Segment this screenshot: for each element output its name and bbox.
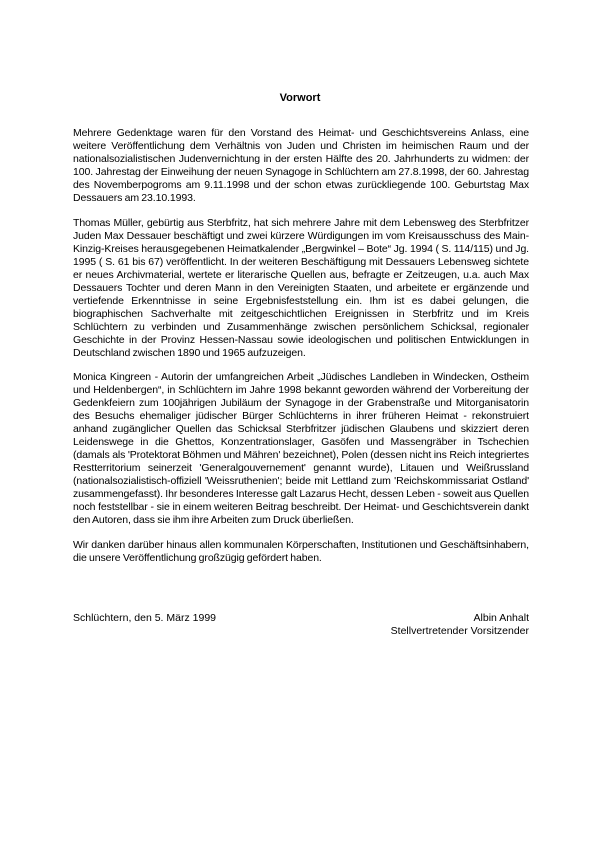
signature	[391, 612, 529, 638]
document-body	[73, 127, 529, 576]
paragraph-1: Mehrere Gedenktage waren für den Vorstand des Heimat- und Geschichtsvereins Anlass, eine weitere Veröffentlichung dem Verhältnis von Juden und Christen im heimischen Raum und der nationalsozialistischen Judenvernichtung in der ersten Hälfte des 20. Jahrhunderts zu widmen: der 100. Jahrestag der Einweihung der neuen Synagoge in Schlüchtern am 27.8.1998, der 60. Jahrestag des Novemberpogroms am 9.11.1998 und der schon etwas zurückliegende 100. Geburtstag Max Dessauers am 23.10.1993.	[73, 127, 529, 204]
signature-role: Stellvertretender Vorsitzender	[390, 625, 529, 637]
page-title: Vorwort	[279, 92, 321, 104]
place-date: Schlüchtern, den 5. März 1999	[73, 612, 217, 624]
paragraph-2: Thomas Müller, gebürtig aus Sterbfritz, hat sich mehrere Jahre mit dem Lebensweg des Sterbfritzer Juden Max Dessauer beschäftigt und zwei kürzere Würdigungen im vom Kreisausschuss des Main-Kinzig-Kreises herausgegebenen Heimatkalender „Bergwinkel – Bote“ Jg. 1994 ( S. 114/115) und Jg. 1995 ( S. 61 bis 67) veröffentlicht. In der weiteren Beschäftigung mit Dessauers Lebensweg sichtete er neues Archivmaterial, wertete er literarische Quellen aus, befragte er Zeitzeugen, u.a. auch Max Dessauers Tochter und deren Mann in den Vereinigten Staaten, und arbeitete er ergänzende und vertiefende Erkenntnisse in seine Ergebnisfeststellung ein. Ihm ist es dabei gelungen, die biographischen Sachverhalte mit zeitgeschichtlichen Ereignissen in Sterbfritz und im Kreis Schlüchtern zu verbinden und Zusammenhänge zwischen persönlichem Schicksal, regionaler Geschichte in der Provinz Hessen-Nassau sowie ideologischen und politischen Entwicklungen in Deutschland zwischen 1890 und 1965 aufzuzeigen.	[73, 216, 529, 359]
paragraph-4: Wir danken darüber hinaus allen kommunalen Körperschaften, Institutionen und Geschäftsinhabern, die unsere Veröffentlichung großzügig gefördert haben.	[73, 538, 529, 564]
signature-name: Albin Anhalt	[473, 612, 529, 624]
paragraph-3: Monica Kingreen - Autorin der umfangreichen Arbeit „Jüdisches Landleben in Windecken, Ostheim und Heldenbergen“, in Schlüchtern im Jahre 1998 bekannt geworden während der Vorbereitung der Gedenkfeiern zum 100jährigen Jubiläum der Synagoge in der Grabenstraße und Mitorganisatorin des Besuchs ehemaliger jüdischer Bürger Schlüchterns in ihrer früheren Heimat - rekonstruiert anhand zugänglicher Quellen das Schicksal Sterbfritzer jüdischen Glaubens und skizziert deren Leidenswege in die Ghettos, Konzentrationslager, Gasöfen und Massengräber in Tschechien (damals als 'Protektorat Böhmen und Mähren' bezeichnet), Polen (dessen nicht ins Reich integriertes Restterritorium seinerzeit 'Generalgouvernement' genannt wurde), Litauen und Weißrussland (nationalsozialistisch-offiziell 'Weissruthenien'; beide mit Lettland zum 'Reichskommissariat Ostland' zusammengefasst). Ihr besonderes Interesse galt Lazarus Hecht, dessen Leben - soweit aus Quellen noch feststellbar - sie in einem weiteren Beitrag beschreibt. Der Heimat- und Geschichtsverein dankt den Autoren, dass sie ihm ihre Arbeiten zum Druck überließen.	[73, 371, 529, 526]
